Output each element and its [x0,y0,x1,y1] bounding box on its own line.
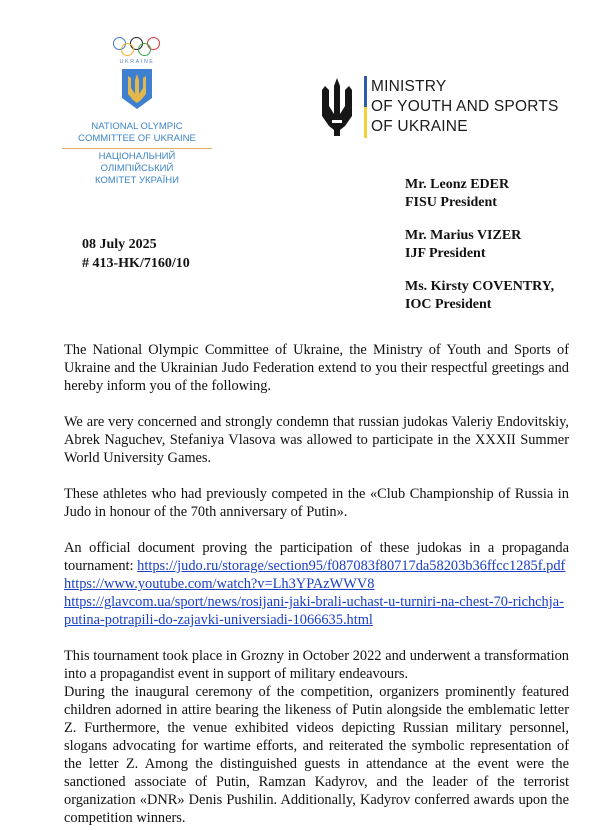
paragraph-condemnation: We are very concerned and strongly condemn that russian judokas Valeriy Endovitskiy, Abrek Naguchev, Stefaniya Vlasova was allowed to participate in the XXXII Summer World University Games. [64,414,569,466]
evidence-intro: An official document proving the participation of these judokas in a propaganda tournament: [64,540,569,574]
addressee-name: Ms. Kirsty COVENTRY, [405,279,555,294]
tryzub-shield-icon [121,68,153,110]
ministry-name [371,77,559,137]
paragraph-tournament: This tournament took place in Grozny in October 2022 and underwent a transformation into a propagandist event in support of military endeavours. [64,648,569,682]
ministry-color-bar [364,76,367,138]
link-youtube-video[interactable]: https://www.youtube.com/watch?v=Lh3YPAzWWV8 [64,576,375,592]
paragraph-ceremony: During the inaugural ceremony of the competition, organizers prominently featured children adorned in attire bearing the likeness of Putin alongside the emblematic letter Z. Furthermore, the venue exhibited videos depicting Russian military personnel, slogans advocating for wartime efforts, and reiterated the symbolic representation of the letter Z. Among the distinguished guests in attendance at the event were the sanctioned associate of Putin, Ramzan Kadyrov, and the leader of the terrorist organization «DNR» Denis Pushilin. Additionally, Kadyrov conferred awards upon the competition winners. [64,684,569,826]
ministry-name-line2: OF YOUTH AND SPORTS [371,98,559,115]
addressee-ioc [405,278,554,313]
link-glavcom-article[interactable]: https://glavcom.ua/sport/news/rosijani-jaki-brali-uchast-u-turniri-na-chest-70-richchja-putina-potrapili-do-zajavki-universiadi-1066635.html [64,594,564,628]
addressees [405,176,554,329]
noc-name-en [62,121,212,145]
noc-name-en-line2: COMMITTEE OF UKRAINE [78,133,196,144]
tryzub-icon [318,76,356,138]
ministry-name-line1: MINISTRY [371,78,447,95]
noc-name-ua-line1: НАЦІОНАЛЬНИЙ ОЛІМПІЙСЬКИЙ [98,151,176,174]
link-judo-ru-pdf[interactable]: https://judo.ru/storage/section95/f087083f80717da58203b36ffcc1285f.pdf [137,558,566,574]
letter-meta [82,235,190,273]
noc-ukraine-label: UKRAINE [119,59,155,65]
paragraph-evidence [64,539,569,629]
ministry-logo [318,74,559,140]
paragraph-athletes: These athletes who had previously competed in the «Club Championship of Russia in Judo in honour of the 70th anniversary of Putin». [64,486,569,520]
noc-divider [62,148,212,149]
noc-logo [62,36,212,187]
noc-name-ua-line2: КОМІТЕТ УКРАЇНИ [95,175,179,186]
letter-body [64,341,569,827]
addressee-name: Mr. Marius VIZER [405,228,522,243]
addressee-ijf [405,227,554,262]
addressee-fisu [405,176,554,211]
addressee-name: Mr. Leonz EDER [405,177,510,192]
ministry-name-line3: OF UKRAINE [371,118,468,135]
paragraph-greeting: The National Olympic Committee of Ukraine, the Ministry of Youth and Sports of Ukraine and the Ukrainian Judo Federation extend to you their respectful greetings and hereby inform you of the following. [64,342,569,394]
noc-name-ua [62,151,212,187]
addressee-title: IOC President [405,296,492,312]
letter-date: 08 July 2025 [82,237,157,252]
addressee-title: IJF President [405,245,486,261]
olympic-rings-icon [111,36,163,58]
addressee-title: FISU President [405,194,497,210]
noc-name-en-line1: NATIONAL OLYMPIC [91,121,183,132]
letter-reference: # 413-HK/7160/10 [82,256,190,271]
